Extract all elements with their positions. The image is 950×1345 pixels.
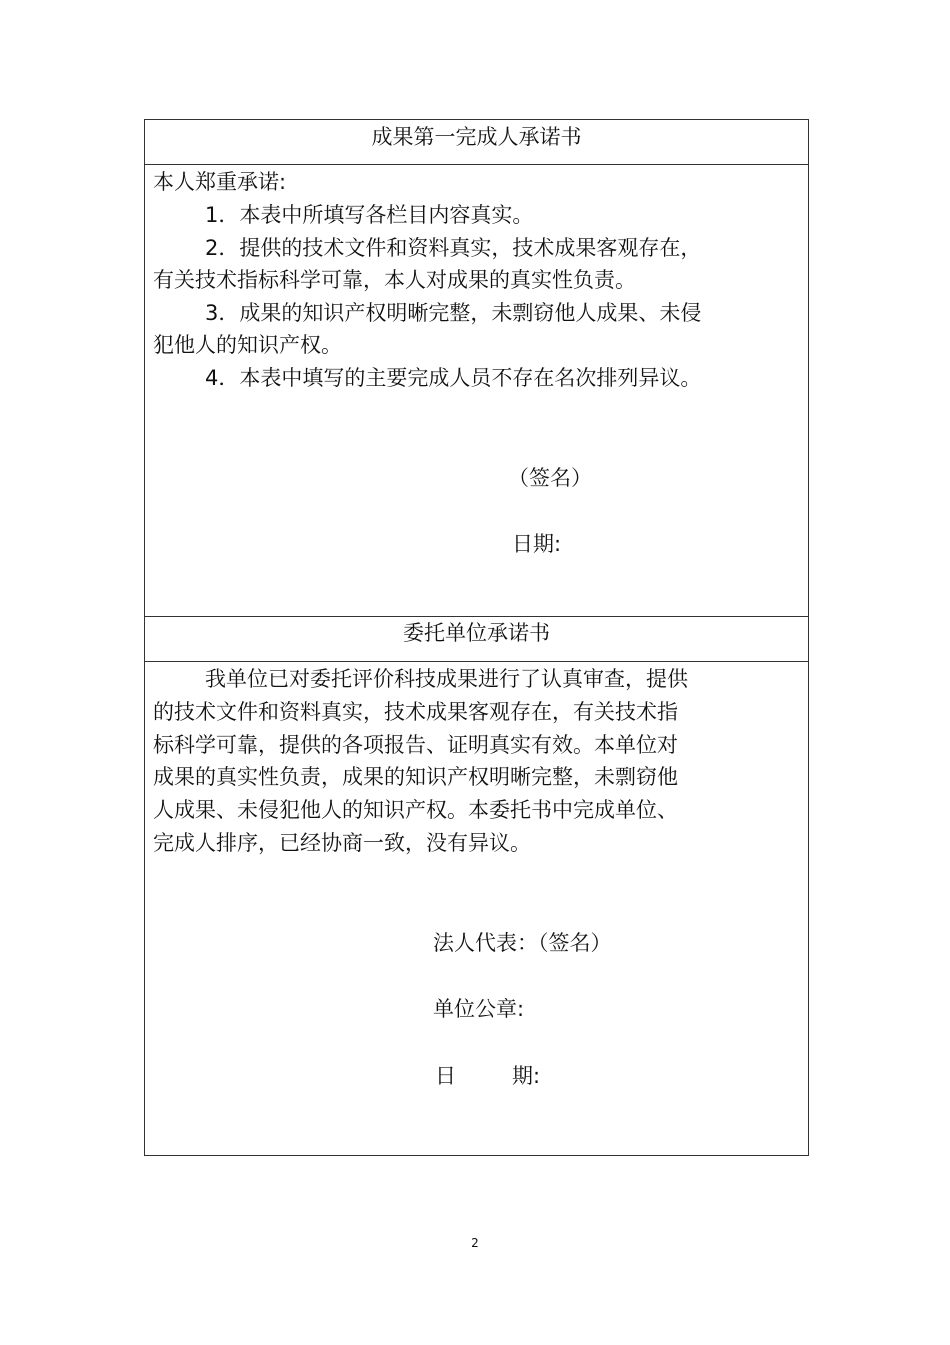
section2-unit-seal: 单位公章: xyxy=(433,997,525,1021)
section1-intro: 本人郑重承诺: xyxy=(153,170,287,194)
section1-signature: （签名） xyxy=(508,466,592,490)
divider xyxy=(145,661,808,662)
section2-title: 委托单位承诺书 xyxy=(403,621,550,645)
commitment-form-table xyxy=(144,119,809,1156)
section2-date-label: 日 xyxy=(435,1064,456,1088)
section2-line-6: 完成人排序，已经协商一致，没有异议。 xyxy=(153,831,531,855)
divider xyxy=(145,616,808,617)
section2-line-3: 标科学可靠，提供的各项报告、证明真实有效。本单位对 xyxy=(153,733,678,757)
section1-line-1: 1．本表中所填写各栏目内容真实。 xyxy=(205,203,534,227)
section1-line-3: 有关技术指标科学可靠，本人对成果的真实性负责。 xyxy=(153,268,636,292)
section2-line-5: 人成果、未侵犯他人的知识产权。本委托书中完成单位、 xyxy=(153,798,678,822)
section1-line-4: 3．成果的知识产权明晰完整，未剽窃他人成果、未侵 xyxy=(205,301,702,325)
section2-date-label-2: 期: xyxy=(512,1064,541,1088)
section1-title: 成果第一完成人承诺书 xyxy=(371,125,582,149)
section2-line-4: 成果的真实性负责，成果的知识产权明晰完整，未剽窃他 xyxy=(153,765,678,789)
section2-line-1: 我单位已对委托评价科技成果进行了认真审查，提供 xyxy=(205,667,688,691)
section1-line-6: 4．本表中填写的主要完成人员不存在名次排列异议。 xyxy=(205,366,702,390)
section2-line-2: 的技术文件和资料真实，技术成果客观存在，有关技术指 xyxy=(153,700,678,724)
section1-date: 日期: xyxy=(512,532,562,556)
page-number: 2 xyxy=(471,1236,479,1250)
section1-line-5: 犯他人的知识产权。 xyxy=(153,333,342,357)
section1-line-2: 2．提供的技术文件和资料真实，技术成果客观存在， xyxy=(205,236,702,260)
section2-legal-rep: 法人代表：（签名） xyxy=(433,931,612,955)
divider xyxy=(145,164,808,165)
